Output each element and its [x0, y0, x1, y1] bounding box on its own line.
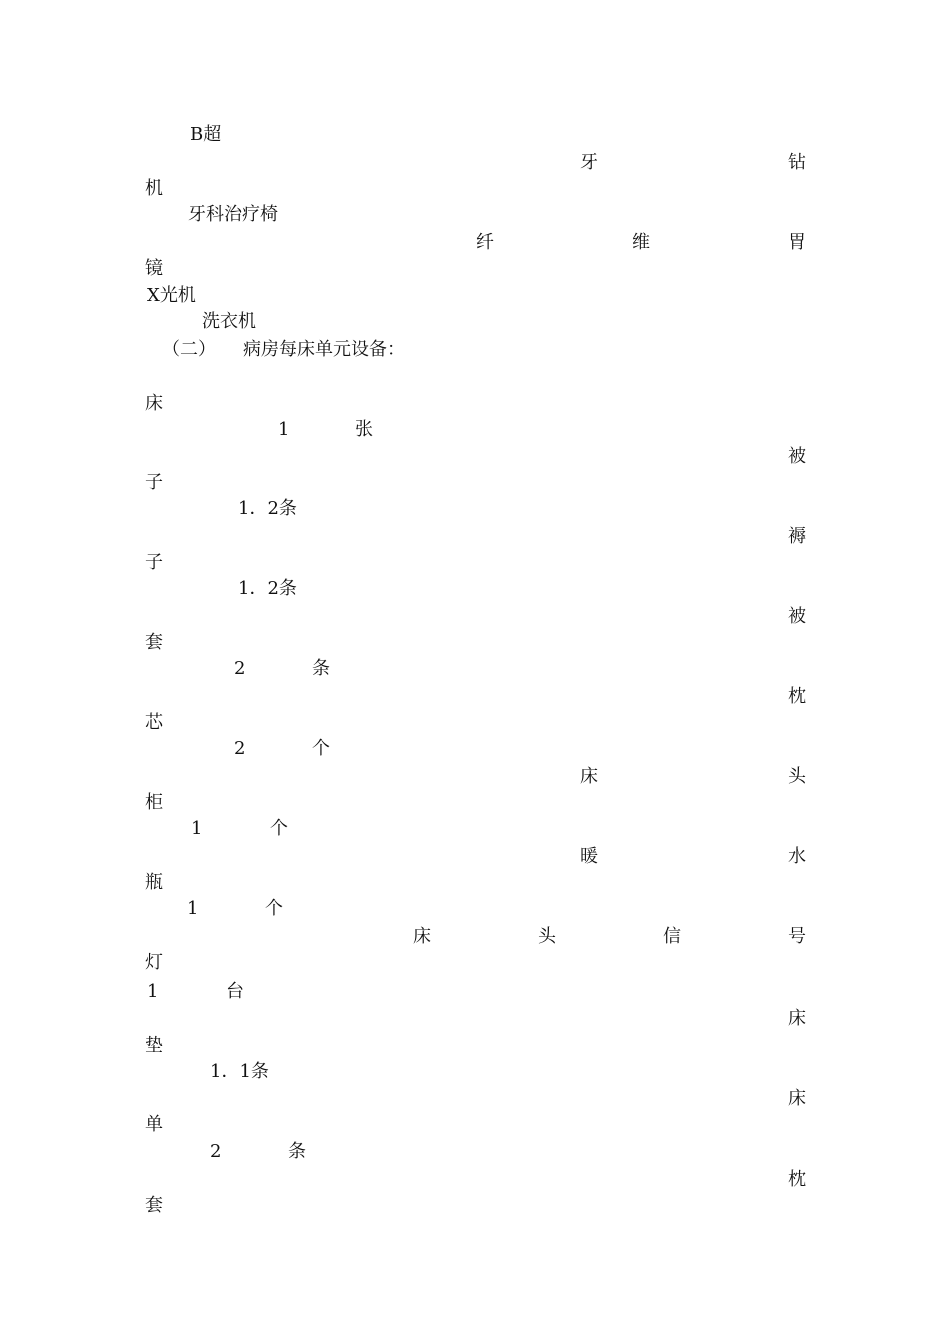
text-line: 2 — [210, 1141, 222, 1162]
text-line: 被 — [788, 446, 806, 467]
text-line: 1．2条 — [238, 498, 297, 519]
text-line: 被 — [788, 606, 806, 627]
text-line: 头 — [538, 926, 556, 947]
text-line: 暖 — [580, 846, 598, 867]
text-line: 褥 — [788, 526, 806, 547]
text-line: 水 — [788, 846, 806, 867]
text-line: 2 — [234, 738, 246, 759]
text-line: 纤 — [476, 232, 494, 253]
text-line: 头 — [788, 766, 806, 787]
text-line: 柜 — [145, 792, 163, 813]
text-line: 套 — [145, 1195, 163, 1216]
text-line: 机 — [145, 178, 163, 199]
text-line: 台 — [226, 981, 244, 1002]
text-line: 床 — [580, 766, 598, 787]
text-line: 个 — [312, 738, 330, 759]
text-line: 枕 — [788, 1169, 806, 1190]
text-line: 号 — [788, 926, 806, 947]
text-line: 张 — [355, 419, 373, 440]
text-line: B超 — [190, 124, 222, 145]
text-line: 枕 — [788, 686, 806, 707]
section-number: （二） — [162, 339, 216, 360]
text-line: 床 — [788, 1008, 806, 1029]
text-line: 2 — [234, 658, 246, 679]
text-line: 床 — [145, 393, 163, 414]
text-line: 子 — [145, 472, 163, 493]
text-line: 芯 — [145, 712, 163, 733]
text-line: 灯 — [145, 952, 163, 973]
text-line: 信 — [663, 926, 681, 947]
text-line: 子 — [145, 552, 163, 573]
text-line: 1 — [278, 419, 290, 440]
text-line: 1 — [147, 981, 159, 1002]
text-line: 1 — [191, 818, 203, 839]
text-line: 胃 — [788, 232, 806, 253]
text-line: 个 — [265, 898, 283, 919]
text-line: 牙 — [580, 152, 598, 173]
text-line: 1 — [187, 898, 199, 919]
section-heading: 病房每床单元设备： — [243, 339, 405, 360]
text-line: 维 — [632, 232, 650, 253]
text-line: 床 — [413, 926, 431, 947]
text-line: 牙科治疗椅 — [188, 204, 278, 225]
text-line: 条 — [312, 658, 330, 679]
text-line: X光机 — [147, 285, 196, 306]
text-line: 条 — [288, 1141, 306, 1162]
text-line: 瓶 — [145, 872, 163, 893]
text-line: 1．2条 — [238, 578, 297, 599]
text-line: 钻 — [788, 152, 806, 173]
text-line: 个 — [270, 818, 288, 839]
text-line: 洗衣机 — [202, 311, 256, 332]
text-line: 镜 — [145, 258, 163, 279]
text-line: 1．1条 — [210, 1061, 269, 1082]
text-line: 垫 — [145, 1035, 163, 1056]
text-line: 床 — [788, 1088, 806, 1109]
text-line: 套 — [145, 632, 163, 653]
text-line: 单 — [145, 1114, 163, 1135]
